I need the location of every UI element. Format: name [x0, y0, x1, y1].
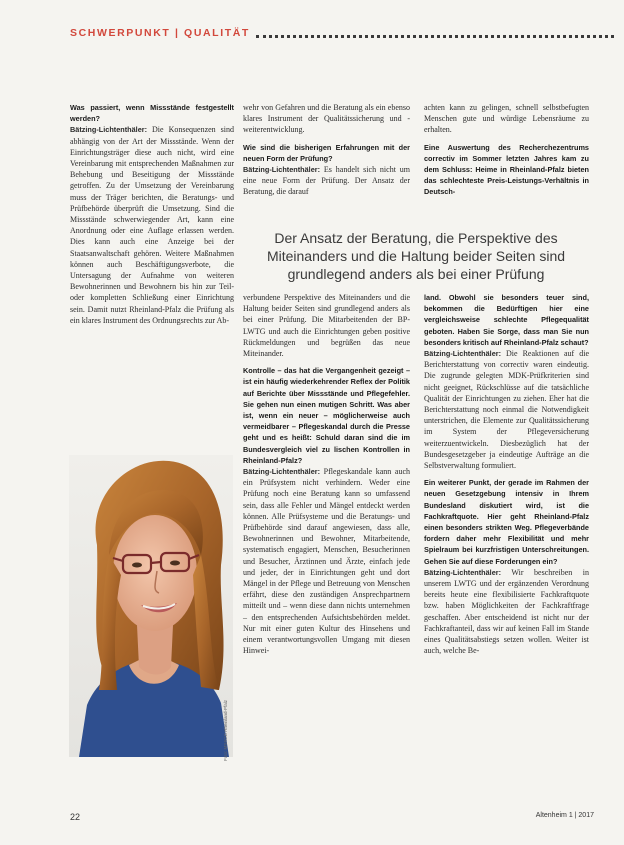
question: land. Obwohl sie besonders teuer sind, bekommen die Bedürftigen hier eine vergleichsweise schlechte Pflegequalität geboten. Haben Sie Sorge, dass man Sie nun besonders kritisch auf Rheinland-Pfalz schaut? — [424, 293, 589, 347]
photo-credit: Foto: MSAGD Rheinland-Pfalz — [223, 700, 228, 762]
question: Eine Auswertung des Recherchezentrums correctiv im Sommer letzten Jahres kam zu dem Schluss: Heime in Rheinland-Pfalz bieten das schlechteste Preis-Leistungs-Verhältnis in Deutsch- — [424, 142, 589, 197]
answer: Bätzing-Lichtenthäler: Pflegeskandale kann auch ein Prüfsystem nicht verhindern. Weder eine Prüfung noch eine Beratung kann so umfassend sein, dass alle Fehler und Mängel entdeckt werden können. Alle Prüfsysteme und die Beratungs- und Prüfbehörde sind darauf angewiesen, dass alle, Bewohnerinnen und Bewohner, Mitarbeitende, systematisch engagiert, Menschen, Besucherinnen und Besucher, Ärztinnen und Ärzte, einfach jede und jeder, der in Einrichtungen geht und dort Mängel in der Pflege und Betreuung von Menschen erfährt, diese den zuständigen Ansprechpartnern mitteilt und – wenn diese dann nichts unternehmen – den entsprechenden Aufsichtsbehörden meldet. Nur mit einer guten Kultur des Hinsehens und einem verantwortungsvollen Umgang mit diesen Hinwei- — [243, 467, 411, 656]
question: Kontrolle – das hat die Vergangenheit gezeigt – ist ein häufig wiederkehrender Reflex der Politik auf Berichte über Missstände und Pflegefehler. Sie gehen nun einen mutigen Schritt. Was aber ist, wenn ein neuer – möglicherweise auch vermeidbarer – Pflegeskandal durch die Presse geht und es heißt: Schuld daran sind die im Bundesvergleich viel zu lischen Kontrollen in Rheinland-Pfalz? — [243, 366, 410, 465]
paragraph: achten kann zu gelingen, schnell selbstbefugten Menschen gute und würdige Lebensräume zu erhalten. — [424, 103, 589, 135]
pull-quote: Der Ansatz der Beratung, die Perspektive des Miteinanders und die Haltung beider Seiten sind grundlegend anders als bei einer Prüfung — [266, 230, 566, 282]
column-2-top — [243, 102, 410, 204]
column-1 — [70, 102, 234, 332]
page-number: 22 — [70, 812, 81, 822]
section-label: SCHWERPUNKT | QUALITÄT — [70, 27, 250, 39]
question: Was passiert, wenn Missstände festgestellt werden? — [70, 103, 234, 124]
dotted-rule — [256, 29, 614, 38]
portrait-illustration — [69, 455, 233, 757]
column-3-bottom — [424, 292, 589, 663]
answer: Bätzing-Lichtenthäler: Wir beschreiben in unserem LWTG und der ergänzenden Verordnung bereits heute eine flexibilisierte Fachkraftquote bzw. haben Möglichkeiten der Fachkraftfrage geschaffen. Aber entscheidend ist nicht nur der Fachkraftanteil, dass wir auf keinen Fall im Stande eines Qualitätsabstiegs setzen wollen. Weiter ist auch, welche Be- — [424, 567, 590, 656]
question: Ein weiterer Punkt, der gerade im Rahmen der neuen Gesetzgebung intensiv in Ihrem Bundesland diskutiert wird, ist die Fachkraftquote. Hier geht Rheinland-Pfalz einen besonders strikten Weg. Pflegeverbände fordern daher mehr Flexibilität und mehr Spielraum bei kurzfristigen Unterschreitungen. Gehen Sie auf diese Forderungen ein? — [424, 478, 589, 566]
magazine-footer: Altenheim 1 | 2017 — [535, 812, 594, 819]
column-2-bottom — [243, 292, 410, 663]
answer: Bätzing-Lichtenthäler: Die Reaktionen auf die Berichterstattung von correctiv waren eindeutig. Die zugrunde gelegten MDK-Prüfkriterien sind nicht geeignet, Rückschlüsse auf die tatsächliche Qualität der Einrichtungen zu ziehen. Eher hat die Berichterstattung noch einmal die Notwendigkeit unterstrichen, die Elemente zur Qualitätssicherung im System der Pflegeversicherung weiterzuentwickeln. Diesbezüglich hat der Bundesgesetzgeber ja eindeutige Aufträge an die Selbstverwaltung formuliert. — [424, 349, 589, 471]
column-3-top — [424, 102, 589, 198]
answer: Bätzing-Lichtenthäler: Es handelt sich nicht um eine neue Form der Prüfung. Der Ansatz der Beratung, die darauf — [243, 165, 411, 197]
portrait-photo — [69, 455, 233, 757]
section-header — [70, 26, 614, 40]
paragraph: verbundene Perspektive des Miteinanders und die Haltung beider Seiten sind grundlegend anders als bei einer Prüfung. Die Mitarbeitenden der BP-LWTG und auch die Einrichtungen geben positive Rückmeldungen und begrüßen das neue Miteinander. — [243, 293, 410, 359]
question: Wie sind die bisherigen Erfahrungen mit der neuen Form der Prüfung? — [243, 142, 410, 163]
answer: Bätzing-Lichtenthäler: Die Konsequenzen sind abhängig von der Art der Missstände. Wenn der Einrichtungsträger diese auch nicht, wird eine Vereinbarung mit entsprechenden Maßnahmen zur Behebung und Beseitigung der Missstände getroffen. Zu der Umsetzung der Vereinbarung muss der Träger berichten, die Beratungs- und Prüfbehörde überprüft die Umsetzung. Sind die Missstände schwerwiegender Art, kann eine Anordnung oder eine Auflage erlassen werden. Dies kann auch eine Anzeige bei der Staatsanwaltschaft gehören. Weitere Maßnahmen können auch Beschäftigungsverbote, die Untersagung der Aufnahme von weiteren Bewohnerinnen und Bewohnern bis hin zur Teil- oder kompletten Schließung einer Einrichtung sein. Damit nutzt Rheinland-Pfalz die Prüfung als ein klares Instrument des Ordnungsrechts zur Ab- — [70, 125, 235, 325]
paragraph: wehr von Gefahren und die Beratung als ein ebenso klares Instrument der Qualitätssicherung und -weiterentwicklung. — [243, 103, 410, 135]
